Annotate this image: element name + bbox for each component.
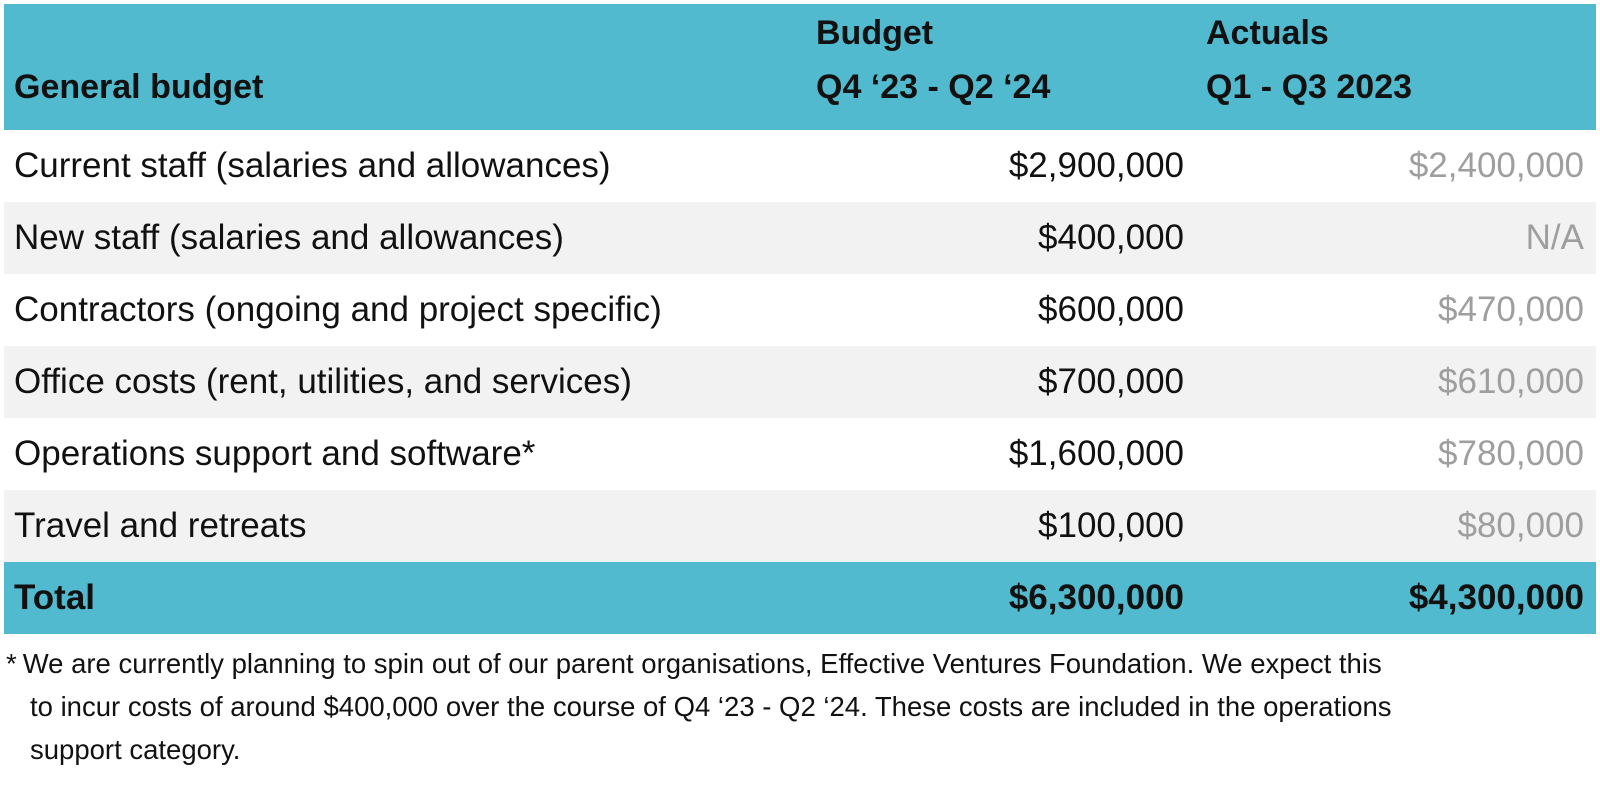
row-label: Operations support and software* [14, 434, 536, 473]
header-col2-period: Q4 ‘23 - Q2 ‘24 [816, 68, 1051, 106]
total-budget: $6,300,000 [1008, 578, 1184, 617]
row-label: Office costs (rent, utilities, and services) [14, 362, 632, 401]
table-row [4, 490, 1596, 562]
row-actual: N/A [1525, 218, 1584, 257]
row-budget: $700,000 [1038, 362, 1184, 401]
row-label: New staff (salaries and allowances) [14, 218, 564, 257]
header-col3-period: Q1 - Q3 2023 [1206, 68, 1413, 106]
footnote-line-2: to incur costs of around $400,000 over the course of Q4 ‘23 - Q2 ‘24. These costs are included in the operations [30, 691, 1392, 722]
total-label: Total [14, 578, 96, 617]
total-actual: $4,300,000 [1408, 578, 1584, 617]
table-row [4, 274, 1596, 346]
table-row [4, 418, 1596, 490]
table-row [4, 202, 1596, 274]
row-budget: $600,000 [1038, 290, 1184, 329]
footnote-line-1 [6, 648, 1382, 679]
row-actual: $80,000 [1457, 506, 1584, 545]
row-budget: $2,900,000 [1008, 146, 1184, 185]
row-actual: $470,000 [1438, 290, 1584, 329]
row-actual: $2,400,000 [1408, 146, 1584, 185]
total-row [4, 562, 1596, 634]
row-label: Contractors (ongoing and project specific) [14, 290, 662, 329]
footnote [6, 642, 1586, 771]
budget-table [4, 4, 1596, 634]
header-budget [806, 4, 1196, 130]
table-header-row [4, 4, 1596, 130]
footnote-line-3: support category. [30, 734, 241, 765]
row-budget: $400,000 [1038, 218, 1184, 257]
row-budget: $100,000 [1038, 506, 1184, 545]
table-row [4, 346, 1596, 418]
table-row [4, 130, 1596, 202]
row-label: Current staff (salaries and allowances) [14, 146, 611, 185]
row-label: Travel and retreats [14, 506, 307, 545]
header-col3-title: Actuals [1206, 14, 1329, 52]
header-general-budget [4, 4, 806, 130]
header-actuals [1196, 4, 1596, 130]
row-actual: $780,000 [1438, 434, 1584, 473]
row-budget: $1,600,000 [1008, 434, 1184, 473]
header-col1-label: General budget [14, 68, 264, 106]
row-actual: $610,000 [1438, 362, 1584, 401]
header-col2-title: Budget [816, 14, 934, 52]
footnote-marker: * [6, 648, 17, 679]
footnote-text-1: We are currently planning to spin out of our parent organisations, Effective Ventures Foundation. We expect this [22, 648, 1382, 679]
